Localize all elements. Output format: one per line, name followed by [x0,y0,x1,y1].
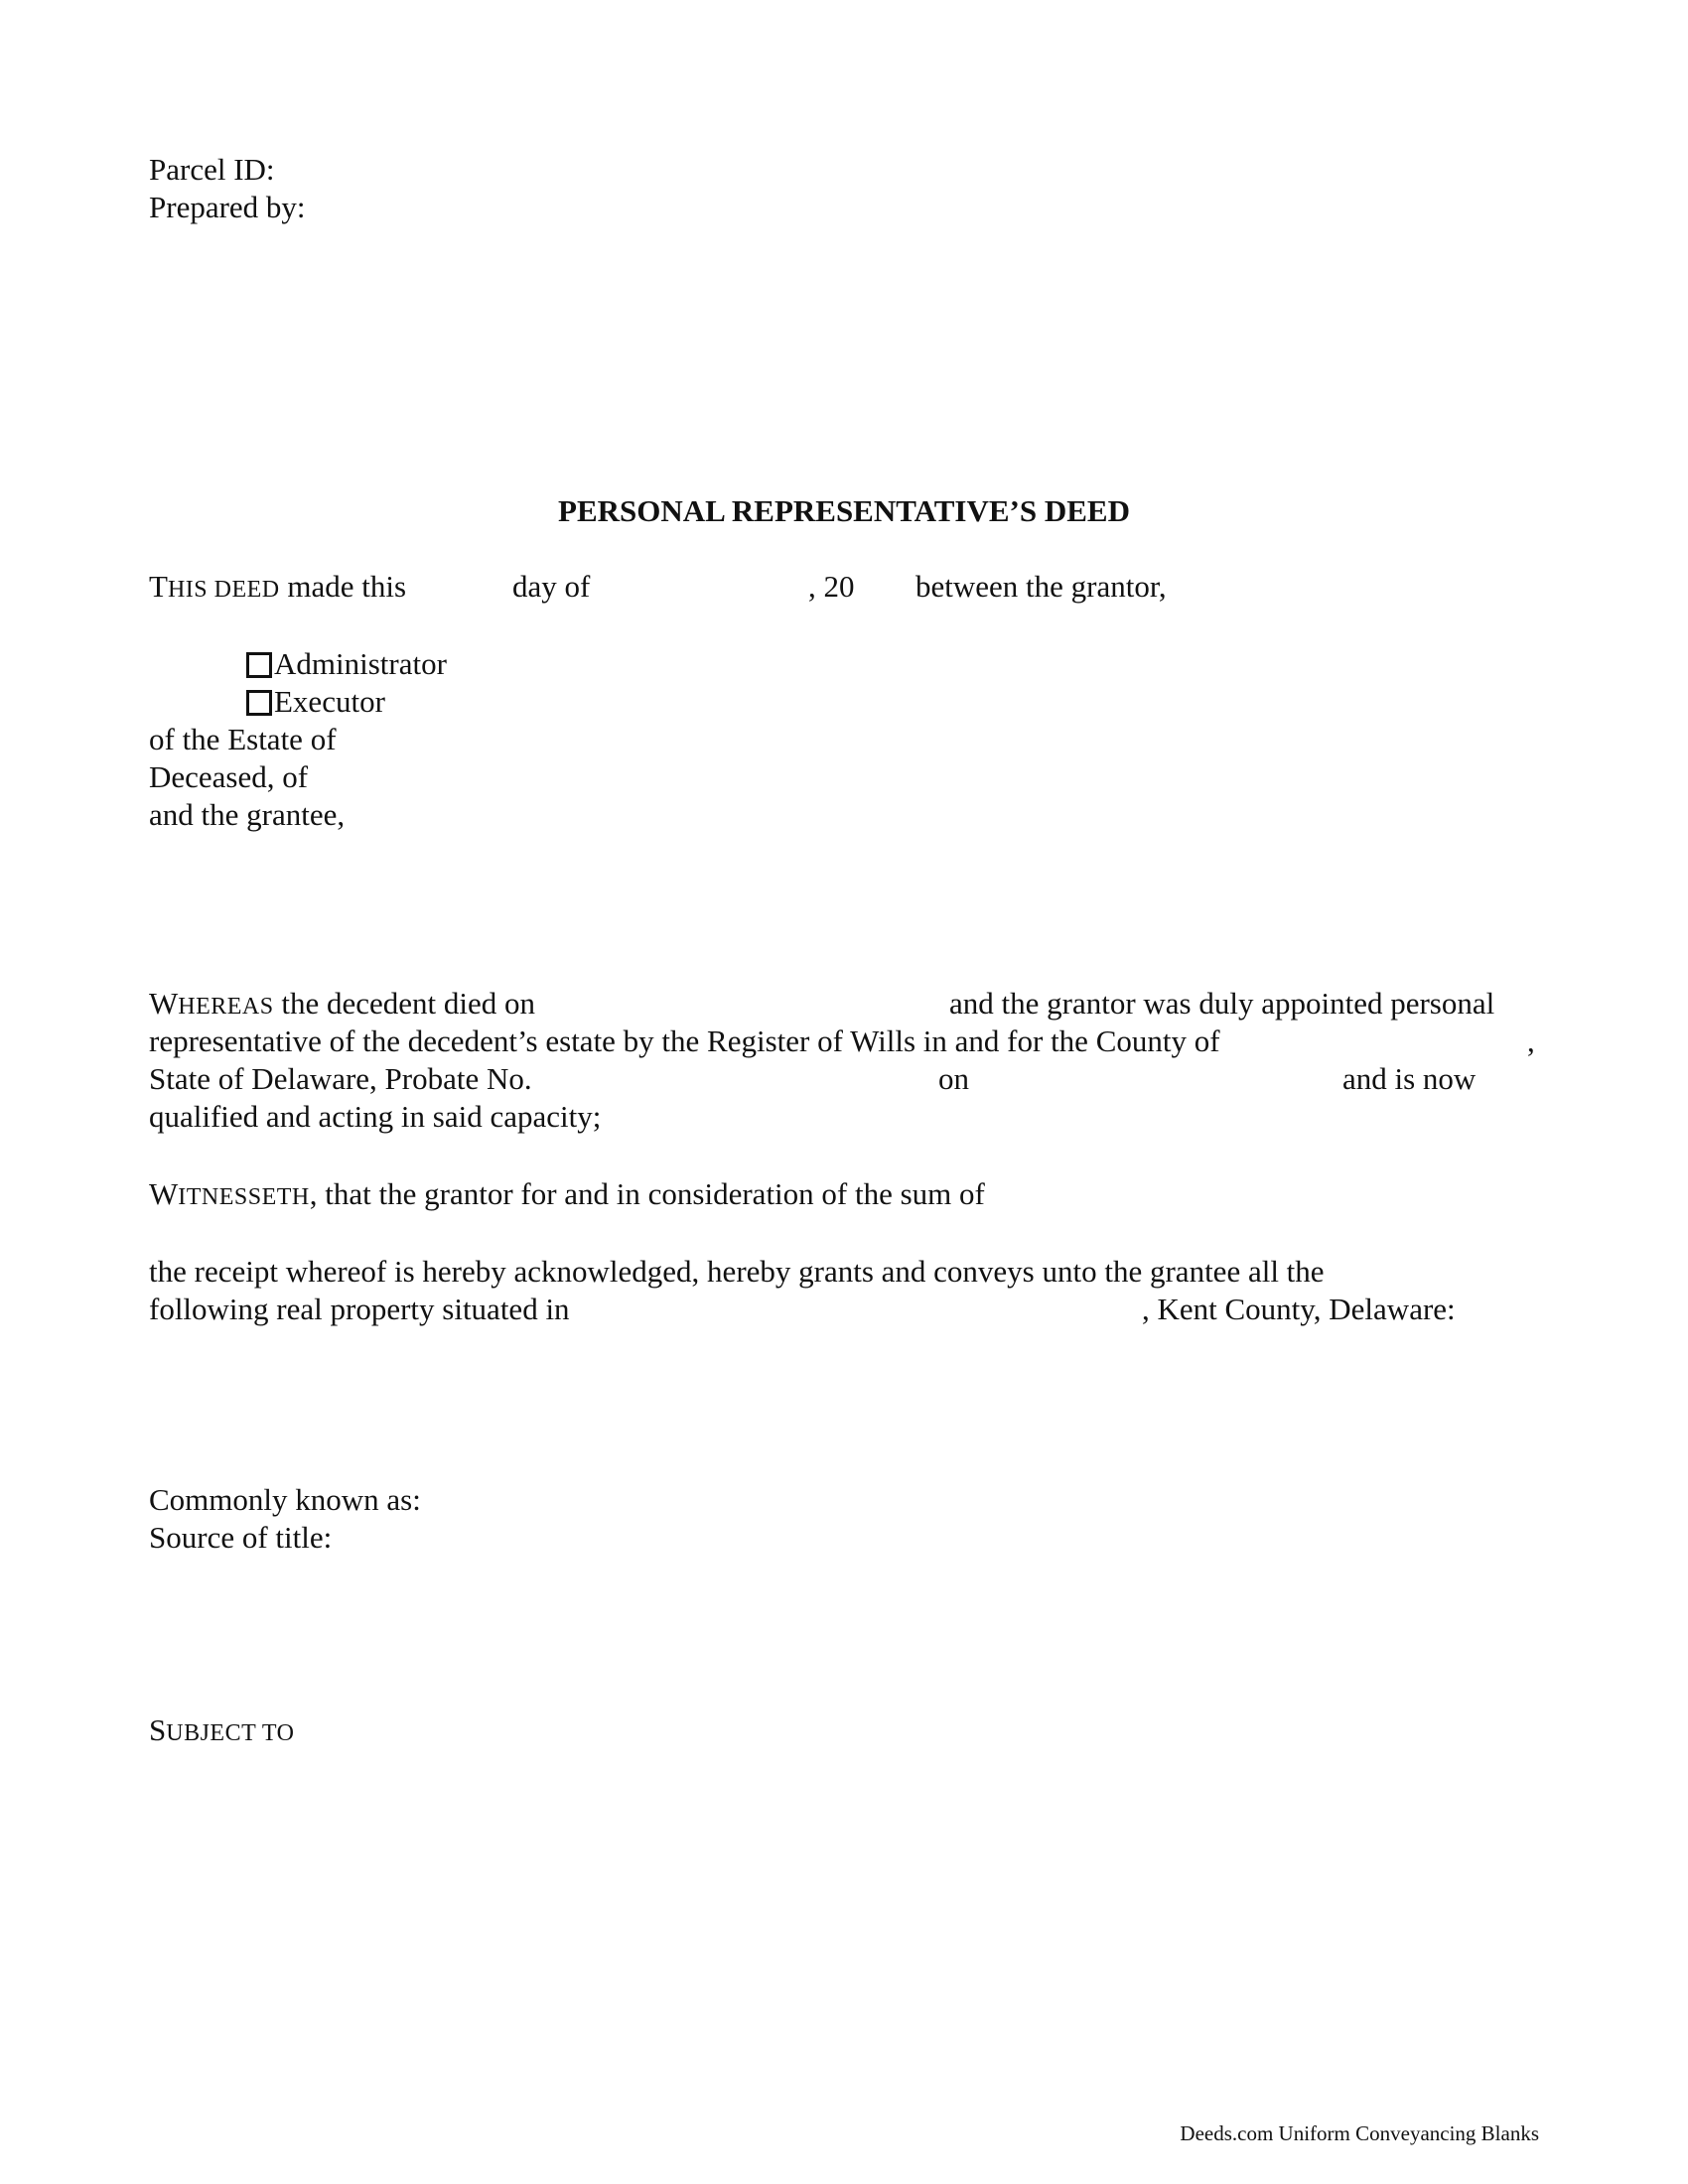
whereas-line-2b: , [1527,1024,1535,1058]
deceased-of-label: Deceased, of [149,759,309,794]
document-title: PERSONAL REPRESENTATIVE’S DEED [558,493,1130,528]
source-of-title-label: Source of title: [149,1520,333,1555]
subject-to-heading [149,1711,294,1752]
whereas-line-1b: and the grantor was duly appointed personal [949,986,1495,1021]
intro-made-this: made this [287,569,407,604]
capacity-option-administrator[interactable] [246,645,447,683]
whereas-decedent-died-on: the decedent died on [281,986,536,1021]
intro-between-grantor: between the grantor, [915,569,1167,604]
whereas-line-3b: on [938,1061,969,1096]
administrator-checkbox[interactable] [246,652,272,678]
intro-day-of: day of [512,569,591,604]
witnesseth-lead-small: ITNESSETH [178,1184,310,1210]
witnesseth-lead-big: W [149,1176,179,1211]
prepared-by-label: Prepared by: [149,190,306,224]
witnesseth-text: , that the grantor for and in consideration of the sum of [309,1176,985,1211]
witnesseth-line [149,1175,985,1216]
footer-brand: Deeds.com Uniform Conveyancing Blanks [1180,2121,1539,2145]
grant-line-1: the receipt whereof is hereby acknowledged, hereby grants and conveys unto the grantee all the [149,1254,1325,1289]
commonly-known-as-label: Commonly known as: [149,1482,421,1517]
whereas-line-3a: State of Delaware, Probate No. [149,1061,532,1096]
whereas-lead-big: W [149,986,179,1021]
whereas-lead-small: HEREAS [178,994,274,1020]
grant-line-2b: , Kent County, Delaware: [1142,1292,1456,1326]
capacity-option-executor[interactable] [246,683,385,721]
whereas-line-1a [149,985,535,1025]
grantee-label: and the grantee, [149,797,346,832]
intro-year-prefix: , 20 [808,569,855,604]
intro-lead-big: T [149,569,168,604]
estate-of-label: of the Estate of [149,722,337,756]
executor-label: Executor [274,684,385,719]
whereas-line-4: qualified and acting in said capacity; [149,1099,602,1134]
parcel-id-label: Parcel ID: [149,152,275,187]
whereas-line-2a: representative of the decedent’s estate by the Register of Wills in and for the County of [149,1024,1220,1058]
executor-checkbox[interactable] [246,690,272,716]
administrator-label: Administrator [274,646,447,681]
whereas-line-3c: and is now [1342,1061,1477,1096]
grant-line-2a: following real property situated in [149,1292,570,1326]
subject-to-lead-big: S [149,1712,167,1747]
intro-lead-small: HIS DEED [167,577,280,603]
intro-lead [149,568,406,609]
subject-to-lead-small: UBJECT TO [166,1720,295,1746]
